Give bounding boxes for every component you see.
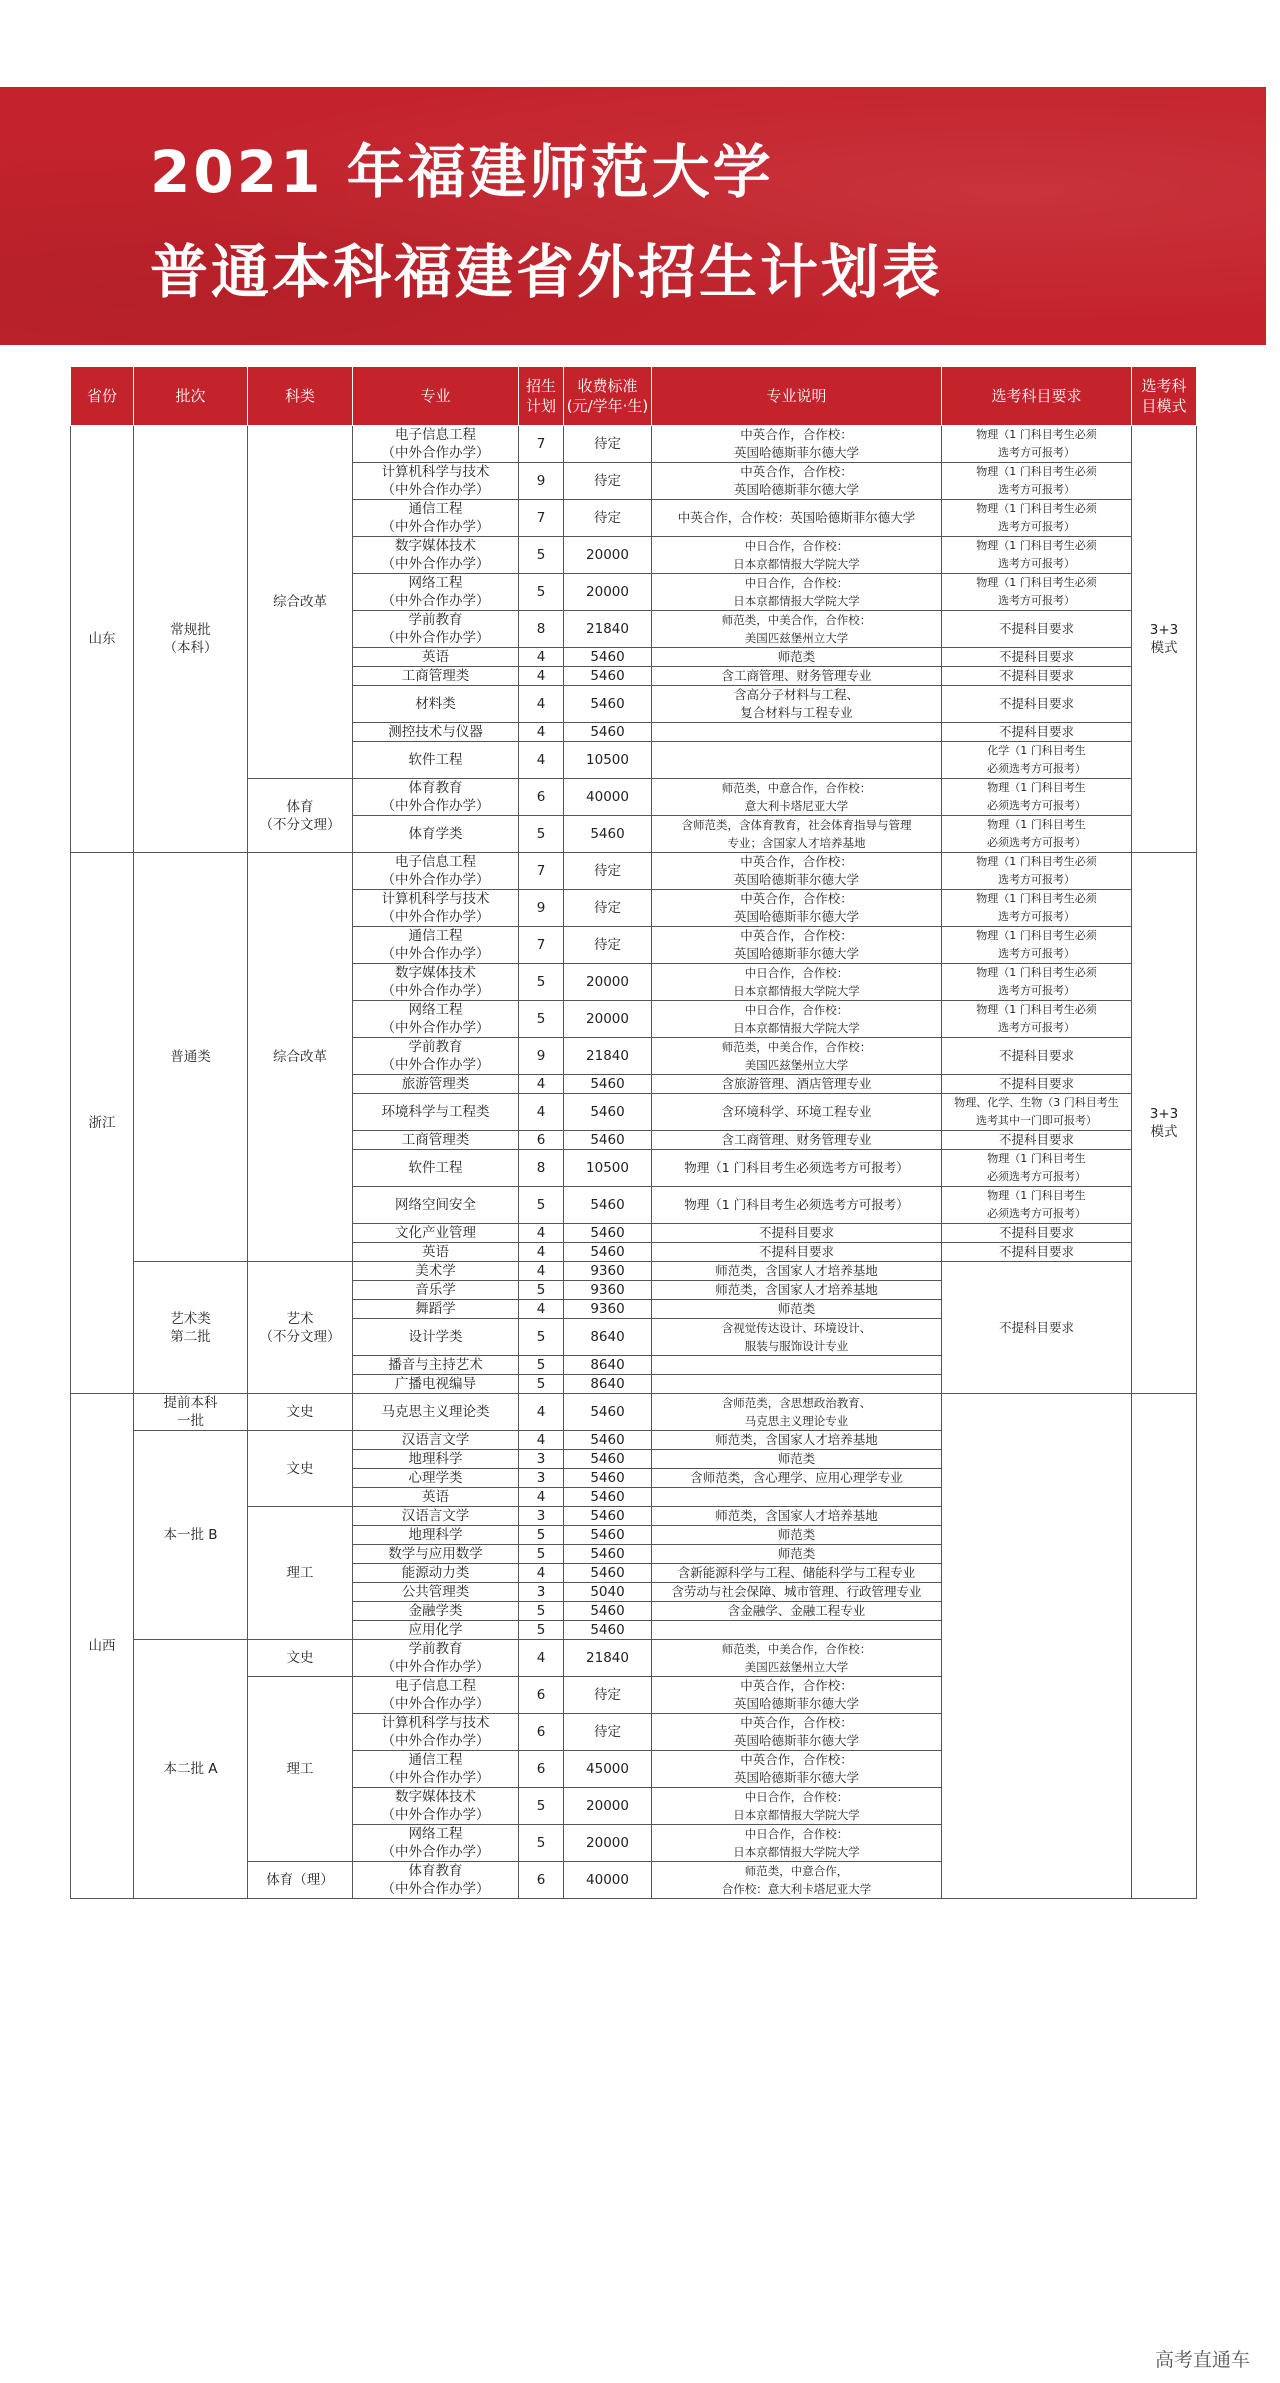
cell-major: 电子信息工程 （中外合作办学） bbox=[353, 426, 519, 463]
cell-description: 师范类 bbox=[652, 1300, 942, 1319]
cell-fee: 5460 bbox=[564, 1488, 652, 1507]
cell-fee: 20000 bbox=[564, 1001, 652, 1038]
cell-major: 英语 bbox=[353, 1243, 519, 1262]
cell-plan: 6 bbox=[519, 1862, 564, 1899]
cell-plan: 6 bbox=[519, 1131, 564, 1150]
cell-plan: 5 bbox=[519, 1187, 564, 1224]
cell-subject-requirement: 物理（1 门科目考生必须 选考方可报考） bbox=[942, 927, 1132, 964]
cell-subject-requirement: 物理（1 门科目考生必须 选考方可报考） bbox=[942, 500, 1132, 537]
cell-fee: 8640 bbox=[564, 1319, 652, 1356]
cell-description: 含劳动与社会保障、城市管理、行政管理专业 bbox=[652, 1583, 942, 1602]
cell-major: 数字媒体技术 （中外合作办学） bbox=[353, 964, 519, 1001]
cell-category: 文史 bbox=[248, 1394, 353, 1431]
cell-fee: 5460 bbox=[564, 816, 652, 853]
cell-subject-requirement: 不提科目要求 bbox=[942, 1038, 1132, 1075]
cell-description: 物理（1 门科目考生必须选考方可报考） bbox=[652, 1187, 942, 1224]
cell-plan: 9 bbox=[519, 463, 564, 500]
cell-plan: 5 bbox=[519, 1319, 564, 1356]
cell-plan: 4 bbox=[519, 1488, 564, 1507]
enrollment-plan-table bbox=[70, 366, 1197, 1899]
cell-plan: 4 bbox=[519, 1243, 564, 1262]
cell-fee: 20000 bbox=[564, 1788, 652, 1825]
cell-description: 含高分子材料与工程、 复合材料与工程专业 bbox=[652, 686, 942, 723]
cell-description: 含工商管理、财务管理专业 bbox=[652, 667, 942, 686]
cell-description: 师范类，含国家人才培养基地 bbox=[652, 1431, 942, 1450]
cell-batch: 本二批 A bbox=[134, 1640, 248, 1899]
cell-major: 软件工程 bbox=[353, 1150, 519, 1187]
cell-fee: 5460 bbox=[564, 723, 652, 742]
cell-province: 山西 bbox=[71, 1394, 134, 1899]
cell-subject-requirement: 物理（1 门科目考生必须 选考方可报考） bbox=[942, 890, 1132, 927]
cell-major: 环境科学与工程类 bbox=[353, 1094, 519, 1131]
cell-fee: 40000 bbox=[564, 779, 652, 816]
cell-fee: 45000 bbox=[564, 1751, 652, 1788]
cell-major: 网络工程 （中外合作办学） bbox=[353, 1001, 519, 1038]
cell-fee: 5460 bbox=[564, 1507, 652, 1526]
cell-fee: 5460 bbox=[564, 1394, 652, 1431]
cell-major: 学前教育 （中外合作办学） bbox=[353, 611, 519, 648]
cell-major: 数学与应用数学 bbox=[353, 1545, 519, 1564]
cell-fee: 5460 bbox=[564, 667, 652, 686]
cell-major: 美术学 bbox=[353, 1262, 519, 1281]
cell-plan: 5 bbox=[519, 1281, 564, 1300]
table-row bbox=[71, 1394, 1197, 1431]
cell-description: 中日合作，合作校： 日本京都情报大学院大学 bbox=[652, 574, 942, 611]
header-category: 科类 bbox=[248, 367, 353, 426]
cell-description bbox=[652, 1356, 942, 1375]
cell-category: 综合改革 bbox=[248, 426, 353, 779]
cell-description: 师范类 bbox=[652, 1450, 942, 1469]
cell-batch: 本一批 B bbox=[134, 1431, 248, 1640]
cell-major: 舞蹈学 bbox=[353, 1300, 519, 1319]
cell-major: 体育教育 （中外合作办学） bbox=[353, 1862, 519, 1899]
cell-subject-requirement: 物理（1 门科目考生必须 选考方可报考） bbox=[942, 1001, 1132, 1038]
cell-plan: 9 bbox=[519, 890, 564, 927]
header-major: 专业 bbox=[353, 367, 519, 426]
cell-fee: 20000 bbox=[564, 537, 652, 574]
cell-major: 地理科学 bbox=[353, 1450, 519, 1469]
cell-fee: 5460 bbox=[564, 1450, 652, 1469]
cell-subject-requirement: 不提科目要求 bbox=[942, 686, 1132, 723]
cell-plan: 6 bbox=[519, 1714, 564, 1751]
cell-major: 通信工程 （中外合作办学） bbox=[353, 500, 519, 537]
cell-fee: 待定 bbox=[564, 463, 652, 500]
header-plan: 招生 计划 bbox=[519, 367, 564, 426]
cell-fee: 5460 bbox=[564, 1469, 652, 1488]
cell-fee: 待定 bbox=[564, 890, 652, 927]
table-row bbox=[71, 426, 1197, 463]
cell-plan: 4 bbox=[519, 1224, 564, 1243]
cell-major: 广播电视编导 bbox=[353, 1375, 519, 1394]
cell-description: 含工商管理、财务管理专业 bbox=[652, 1131, 942, 1150]
cell-plan: 4 bbox=[519, 1075, 564, 1094]
cell-major: 公共管理类 bbox=[353, 1583, 519, 1602]
cell-subject-requirement: 物理（1 门科目考生 必须选考方可报考） bbox=[942, 779, 1132, 816]
cell-plan: 3 bbox=[519, 1583, 564, 1602]
cell-major: 计算机科学与技术 （中外合作办学） bbox=[353, 890, 519, 927]
cell-fee: 10500 bbox=[564, 742, 652, 779]
cell-plan: 6 bbox=[519, 1751, 564, 1788]
cell-subject-requirement: 不提科目要求 bbox=[942, 1224, 1132, 1243]
cell-description: 师范类，中美合作，合作校： 美国匹兹堡州立大学 bbox=[652, 611, 942, 648]
cell-description: 中日合作，合作校： 日本京都情报大学院大学 bbox=[652, 964, 942, 1001]
cell-major: 心理学类 bbox=[353, 1469, 519, 1488]
table-row bbox=[71, 1262, 1197, 1281]
cell-fee: 5460 bbox=[564, 1602, 652, 1621]
cell-fee: 待定 bbox=[564, 426, 652, 463]
cell-major: 设计学类 bbox=[353, 1319, 519, 1356]
cell-fee: 5460 bbox=[564, 1131, 652, 1150]
cell-description: 师范类，中意合作，合作校： 意大利卡塔尼亚大学 bbox=[652, 779, 942, 816]
cell-plan: 4 bbox=[519, 1300, 564, 1319]
cell-description: 中日合作，合作校： 日本京都情报大学院大学 bbox=[652, 537, 942, 574]
cell-major: 学前教育 （中外合作办学） bbox=[353, 1038, 519, 1075]
cell-subject-requirement: 物理（1 门科目考生必须 选考方可报考） bbox=[942, 853, 1132, 890]
cell-major: 体育教育 （中外合作办学） bbox=[353, 779, 519, 816]
cell-plan: 3 bbox=[519, 1469, 564, 1488]
cell-subject-requirement: 物理（1 门科目考生 必须选考方可报考） bbox=[942, 1187, 1132, 1224]
cell-fee: 5460 bbox=[564, 1075, 652, 1094]
cell-subject-requirement: 物理（1 门科目考生必须 选考方可报考） bbox=[942, 463, 1132, 500]
cell-major: 电子信息工程 （中外合作办学） bbox=[353, 853, 519, 890]
cell-plan: 7 bbox=[519, 426, 564, 463]
cell-plan: 4 bbox=[519, 1640, 564, 1677]
cell-subject-requirement: 物理（1 门科目考生必须 选考方可报考） bbox=[942, 964, 1132, 1001]
cell-description bbox=[652, 1621, 942, 1640]
cell-description bbox=[652, 723, 942, 742]
cell-fee: 20000 bbox=[564, 574, 652, 611]
cell-plan: 5 bbox=[519, 1001, 564, 1038]
cell-description: 中英合作，合作校： 英国哈德斯菲尔德大学 bbox=[652, 1751, 942, 1788]
cell-fee: 5460 bbox=[564, 1545, 652, 1564]
cell-fee: 8640 bbox=[564, 1375, 652, 1394]
cell-description: 中英合作，合作校： 英国哈德斯菲尔德大学 bbox=[652, 1714, 942, 1751]
cell-fee: 5460 bbox=[564, 1526, 652, 1545]
cell-description: 含师范类，含体育教育，社会体育指导与管理 专业；含国家人才培养基地 bbox=[652, 816, 942, 853]
cell-fee: 待定 bbox=[564, 853, 652, 890]
cell-plan: 4 bbox=[519, 686, 564, 723]
cell-fee: 5460 bbox=[564, 1224, 652, 1243]
cell-plan: 5 bbox=[519, 1602, 564, 1621]
cell-description: 含旅游管理、酒店管理专业 bbox=[652, 1075, 942, 1094]
cell-subject-requirement: 不提科目要求 bbox=[942, 1075, 1132, 1094]
cell-major: 学前教育 （中外合作办学） bbox=[353, 1640, 519, 1677]
cell-major: 文化产业管理 bbox=[353, 1224, 519, 1243]
cell-province: 浙江 bbox=[71, 853, 134, 1394]
cell-major: 地理科学 bbox=[353, 1526, 519, 1545]
cell-plan: 5 bbox=[519, 1545, 564, 1564]
cell-fee: 21840 bbox=[564, 1038, 652, 1075]
header-description: 专业说明 bbox=[652, 367, 942, 426]
cell-major: 能源动力类 bbox=[353, 1564, 519, 1583]
cell-description: 中英合作，合作校：英国哈德斯菲尔德大学 bbox=[652, 500, 942, 537]
cell-batch: 艺术类 第二批 bbox=[134, 1262, 248, 1394]
cell-subject-requirement: 物理（1 门科目考生必须 选考方可报考） bbox=[942, 537, 1132, 574]
cell-description: 师范类，含国家人才培养基地 bbox=[652, 1262, 942, 1281]
cell-subject-mode: 3+3 模式 bbox=[1132, 853, 1197, 1394]
cell-plan: 4 bbox=[519, 648, 564, 667]
cell-fee: 5460 bbox=[564, 1243, 652, 1262]
cell-category: 理工 bbox=[248, 1507, 353, 1640]
cell-fee: 5460 bbox=[564, 1564, 652, 1583]
cell-category: 体育（理） bbox=[248, 1862, 353, 1899]
cell-description: 中英合作，合作校： 英国哈德斯菲尔德大学 bbox=[652, 927, 942, 964]
cell-major: 金融学类 bbox=[353, 1602, 519, 1621]
cell-description bbox=[652, 1488, 942, 1507]
cell-description bbox=[652, 742, 942, 779]
cell-plan: 5 bbox=[519, 1788, 564, 1825]
cell-category: 文史 bbox=[248, 1431, 353, 1507]
cell-major: 英语 bbox=[353, 1488, 519, 1507]
cell-category: 体育 （不分文理） bbox=[248, 779, 353, 853]
cell-description: 含新能源科学与工程、储能科学与工程专业 bbox=[652, 1564, 942, 1583]
cell-subject-requirement: 不提科目要求 bbox=[942, 1131, 1132, 1150]
cell-description: 中英合作，合作校： 英国哈德斯菲尔德大学 bbox=[652, 1677, 942, 1714]
table-body bbox=[71, 426, 1197, 1899]
cell-description: 不提科目要求 bbox=[652, 1224, 942, 1243]
cell-plan: 7 bbox=[519, 500, 564, 537]
cell-major: 网络工程 （中外合作办学） bbox=[353, 574, 519, 611]
cell-plan: 9 bbox=[519, 1038, 564, 1075]
cell-plan: 8 bbox=[519, 1150, 564, 1187]
cell-fee: 9360 bbox=[564, 1262, 652, 1281]
cell-major: 网络工程 （中外合作办学） bbox=[353, 1825, 519, 1862]
cell-fee: 9360 bbox=[564, 1300, 652, 1319]
cell-major: 数字媒体技术 （中外合作办学） bbox=[353, 537, 519, 574]
cell-description: 师范类 bbox=[652, 648, 942, 667]
cell-fee: 9360 bbox=[564, 1281, 652, 1300]
cell-description: 师范类，中意合作， 合作校：意大利卡塔尼亚大学 bbox=[652, 1862, 942, 1899]
cell-subject-requirement: 物理（1 门科目考生 必须选考方可报考） bbox=[942, 1150, 1132, 1187]
cell-category: 文史 bbox=[248, 1640, 353, 1677]
cell-plan: 5 bbox=[519, 1621, 564, 1640]
cell-plan: 5 bbox=[519, 1356, 564, 1375]
cell-description: 中日合作，合作校： 日本京都情报大学院大学 bbox=[652, 1788, 942, 1825]
cell-major: 电子信息工程 （中外合作办学） bbox=[353, 1677, 519, 1714]
cell-description: 师范类 bbox=[652, 1545, 942, 1564]
header-fee: 收费标准 (元/学年·生) bbox=[564, 367, 652, 426]
header-batch: 批次 bbox=[134, 367, 248, 426]
header-subject-requirement: 选考科目要求 bbox=[942, 367, 1132, 426]
cell-plan: 5 bbox=[519, 816, 564, 853]
cell-subject-requirement: 物理（1 门科目考生必须 选考方可报考） bbox=[942, 426, 1132, 463]
cell-plan: 6 bbox=[519, 779, 564, 816]
cell-plan: 5 bbox=[519, 1825, 564, 1862]
cell-major: 旅游管理类 bbox=[353, 1075, 519, 1094]
cell-major: 计算机科学与技术 （中外合作办学） bbox=[353, 1714, 519, 1751]
cell-major: 数字媒体技术 （中外合作办学） bbox=[353, 1788, 519, 1825]
footer-watermark: 高考直通车 bbox=[1154, 2349, 1250, 2371]
cell-fee: 待定 bbox=[564, 1714, 652, 1751]
cell-major: 软件工程 bbox=[353, 742, 519, 779]
cell-fee: 8640 bbox=[564, 1356, 652, 1375]
cell-major: 工商管理类 bbox=[353, 667, 519, 686]
cell-plan: 4 bbox=[519, 1094, 564, 1131]
cell-subject-requirement: 不提科目要求 bbox=[942, 723, 1132, 742]
cell-subject-requirement: 不提科目要求 bbox=[942, 648, 1132, 667]
cell-major: 马克思主义理论类 bbox=[353, 1394, 519, 1431]
cell-description: 师范类，中美合作，合作校： 美国匹兹堡州立大学 bbox=[652, 1640, 942, 1677]
cell-plan: 5 bbox=[519, 1375, 564, 1394]
cell-plan: 5 bbox=[519, 537, 564, 574]
cell-major: 通信工程 （中外合作办学） bbox=[353, 927, 519, 964]
cell-major: 应用化学 bbox=[353, 1621, 519, 1640]
cell-description: 中日合作，合作校： 日本京都情报大学院大学 bbox=[652, 1825, 942, 1862]
cell-subject-requirement: 物理（1 门科目考生必须 选考方可报考） bbox=[942, 574, 1132, 611]
cell-fee: 待定 bbox=[564, 1677, 652, 1714]
cell-description: 师范类，含国家人才培养基地 bbox=[652, 1281, 942, 1300]
cell-description: 含金融学、金融工程专业 bbox=[652, 1602, 942, 1621]
cell-major: 汉语言文学 bbox=[353, 1431, 519, 1450]
cell-plan: 4 bbox=[519, 667, 564, 686]
header-subject-mode: 选考科 目模式 bbox=[1132, 367, 1197, 426]
page-title-line1: 2021 年福建师范大学 bbox=[150, 138, 774, 206]
cell-major: 播音与主持艺术 bbox=[353, 1356, 519, 1375]
cell-plan: 7 bbox=[519, 927, 564, 964]
cell-plan: 4 bbox=[519, 723, 564, 742]
cell-plan: 8 bbox=[519, 611, 564, 648]
cell-description: 中英合作，合作校： 英国哈德斯菲尔德大学 bbox=[652, 426, 942, 463]
cell-description: 中英合作，合作校： 英国哈德斯菲尔德大学 bbox=[652, 853, 942, 890]
cell-plan: 4 bbox=[519, 1394, 564, 1431]
cell-major: 英语 bbox=[353, 648, 519, 667]
cell-fee: 5040 bbox=[564, 1583, 652, 1602]
cell-description: 中英合作，合作校： 英国哈德斯菲尔德大学 bbox=[652, 463, 942, 500]
cell-major: 测控技术与仪器 bbox=[353, 723, 519, 742]
cell-major: 通信工程 （中外合作办学） bbox=[353, 1751, 519, 1788]
cell-description: 师范类 bbox=[652, 1526, 942, 1545]
cell-fee: 40000 bbox=[564, 1862, 652, 1899]
cell-fee: 5460 bbox=[564, 1621, 652, 1640]
cell-batch: 普通类 bbox=[134, 853, 248, 1262]
cell-major: 材料类 bbox=[353, 686, 519, 723]
cell-province: 山东 bbox=[71, 426, 134, 853]
cell-description: 含视觉传达设计、环境设计、 服装与服饰设计专业 bbox=[652, 1319, 942, 1356]
cell-description: 师范类，中美合作，合作校： 美国匹兹堡州立大学 bbox=[652, 1038, 942, 1075]
cell-major: 网络空间安全 bbox=[353, 1187, 519, 1224]
cell-fee: 20000 bbox=[564, 1825, 652, 1862]
cell-subject-mode: 3+3 模式 bbox=[1132, 426, 1197, 853]
cell-fee: 10500 bbox=[564, 1150, 652, 1187]
cell-plan: 4 bbox=[519, 1431, 564, 1450]
cell-subject-requirement: 物理、化学、生物（3 门科目考生 选考其中一门即可报考） bbox=[942, 1094, 1132, 1131]
cell-description: 含环境科学、环境工程专业 bbox=[652, 1094, 942, 1131]
cell-major: 音乐学 bbox=[353, 1281, 519, 1300]
cell-plan: 5 bbox=[519, 1526, 564, 1545]
cell-plan: 3 bbox=[519, 1450, 564, 1469]
cell-fee: 20000 bbox=[564, 964, 652, 1001]
cell-fee: 待定 bbox=[564, 927, 652, 964]
page-title-line2: 普通本科福建省外招生计划表 bbox=[150, 238, 944, 306]
cell-plan: 4 bbox=[519, 1564, 564, 1583]
cell-subject-requirement bbox=[942, 1394, 1132, 1899]
cell-description: 含师范类，含思想政治教育、 马克思主义理论专业 bbox=[652, 1394, 942, 1431]
cell-fee: 21840 bbox=[564, 1640, 652, 1677]
cell-description: 中英合作，合作校： 英国哈德斯菲尔德大学 bbox=[652, 890, 942, 927]
cell-description: 含师范类，含心理学、应用心理学专业 bbox=[652, 1469, 942, 1488]
cell-description: 师范类，含国家人才培养基地 bbox=[652, 1507, 942, 1526]
cell-plan: 6 bbox=[519, 1677, 564, 1714]
cell-plan: 4 bbox=[519, 1262, 564, 1281]
cell-plan: 5 bbox=[519, 574, 564, 611]
cell-description: 物理（1 门科目考生必须选考方可报考） bbox=[652, 1150, 942, 1187]
cell-subject-requirement: 化学（1 门科目考生 必须选考方可报考） bbox=[942, 742, 1132, 779]
cell-description: 中日合作，合作校： 日本京都情报大学院大学 bbox=[652, 1001, 942, 1038]
cell-subject-requirement: 不提科目要求 bbox=[942, 667, 1132, 686]
cell-subject-requirement: 不提科目要求 bbox=[942, 1243, 1132, 1262]
cell-description bbox=[652, 1375, 942, 1394]
cell-major: 体育学类 bbox=[353, 816, 519, 853]
table-header-row bbox=[71, 367, 1197, 426]
cell-fee: 5460 bbox=[564, 1431, 652, 1450]
cell-fee: 21840 bbox=[564, 611, 652, 648]
cell-fee: 5460 bbox=[564, 686, 652, 723]
cell-batch: 提前本科 一批 bbox=[134, 1394, 248, 1431]
header-province: 省份 bbox=[71, 367, 134, 426]
cell-batch: 常规批 （本科） bbox=[134, 426, 248, 853]
cell-plan: 4 bbox=[519, 742, 564, 779]
cell-category: 综合改革 bbox=[248, 853, 353, 1262]
cell-description: 不提科目要求 bbox=[652, 1243, 942, 1262]
cell-fee: 5460 bbox=[564, 1094, 652, 1131]
table-row bbox=[71, 853, 1197, 890]
cell-category: 艺术 （不分文理） bbox=[248, 1262, 353, 1394]
cell-subject-requirement: 不提科目要求 bbox=[942, 611, 1132, 648]
cell-subject-requirement: 不提科目要求 bbox=[942, 1262, 1132, 1394]
cell-category: 理工 bbox=[248, 1677, 353, 1862]
cell-plan: 3 bbox=[519, 1507, 564, 1526]
cell-fee: 待定 bbox=[564, 500, 652, 537]
cell-fee: 5460 bbox=[564, 648, 652, 667]
cell-subject-requirement: 物理（1 门科目考生 必须选考方可报考） bbox=[942, 816, 1132, 853]
cell-fee: 5460 bbox=[564, 1187, 652, 1224]
cell-plan: 7 bbox=[519, 853, 564, 890]
cell-subject-mode bbox=[1132, 1394, 1197, 1899]
cell-major: 计算机科学与技术 （中外合作办学） bbox=[353, 463, 519, 500]
cell-plan: 5 bbox=[519, 964, 564, 1001]
cell-major: 工商管理类 bbox=[353, 1131, 519, 1150]
cell-major: 汉语言文学 bbox=[353, 1507, 519, 1526]
